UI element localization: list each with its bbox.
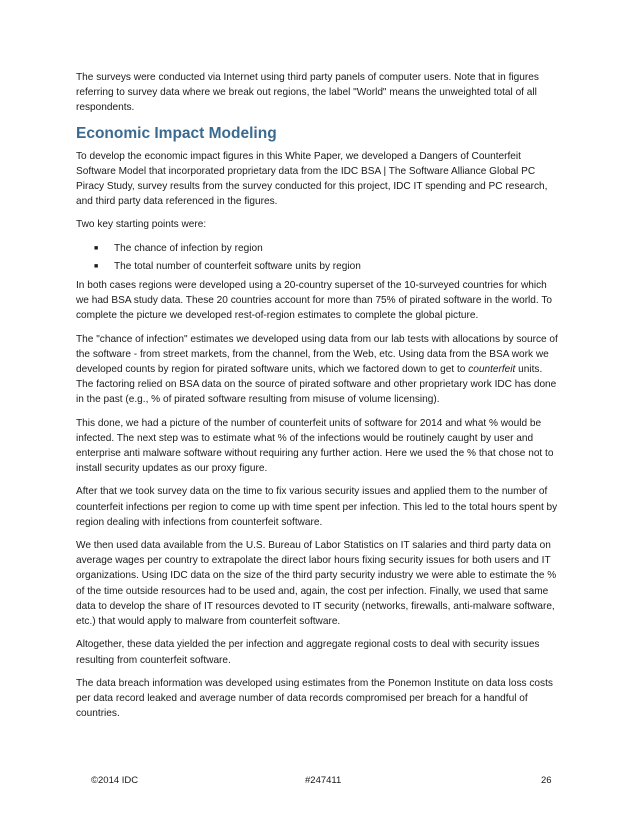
paragraph-text: units. The factoring relied on BSA data on the source of pirated software and other proprietary work IDC has done in the past (e.g., % of pirated software resulting from misuse of volume licensing). [76,364,557,406]
list-item-text: The chance of infection by region [114,242,263,254]
list-item-text: The total number of counterfeit software units by region [114,260,361,272]
paragraph-infected-units: This done, we had a picture of the number of counterfeit units of software for 2014 and what % would be infected. The next step was to estimate what % of the infections would be routinely caught by user and enterprise anti malware software without requiring any further action. Here we used the % that chose not to install security updates as our proxy figure. [76,417,554,475]
paragraph-labor-costs: We then used data available from the U.S. Bureau of Labor Statistics on IT salaries and third party data on average wages per country to extrapolate the direct labor hours fixing security issues for both users and IT organizations. Using IDC data on the size of the third party security industry we were able to estimate the % of the time outside resources had to be used and, again, the cost per infection. Finally, we used that same data to develop the share of IT resources devoted to IT security (networks, firewalls, anti-malware software, etc.) that would apply to malware from counterfeit software. [76,540,557,628]
paragraph-aggregate-costs: Altogether, these data yielded the per infection and aggregate regional costs to deal with security issues resulting from counterfeit software. [76,639,540,666]
footer-page-number: 26 [541,775,552,786]
footer-doc-number: #247411 [305,775,342,786]
section-heading: Economic Impact Modeling [76,124,277,142]
paragraph-time-to-fix: After that we took survey data on the time to fix various security issues and applied them to the number of counterfeit infections per region to come up with time spent per infection. This led to the total hours spent by region dealing with infections from counterfeit software. [76,486,558,528]
list-item [76,241,558,256]
paragraph-data-breach: The data breach information was developed using estimates from the Ponemon Institute on data loss costs per data record leaked and average number of data records compromised per breach for a handful of countries. [76,677,553,720]
page-footer [0,775,638,791]
footer-copyright: ©2014 IDC [91,775,139,786]
paragraph-model-description: To develop the economic impact figures in this White Paper, we developed a Dangers of Counterfeit Software Model that incorporated proprietary data from the IDC BSA | The Software Alliance Global PC Piracy Study, survey results from the survey conducted for this project, IDC IT spending and PC research, and third party data referenced in the figures. [76,150,548,208]
paragraph-regions: In both cases regions were developed using a 20-country superset of the 10-surveyed countries for which we had BSA study data. These 20 countries account for more than 75% of pirated software in the world. To complete the picture we developed rest-of-region estimates to complete the global picture. [76,280,552,322]
document-body [76,70,558,729]
starting-points-list [76,241,558,274]
emphasis-counterfeit: counterfeit [468,364,516,376]
paragraph-starting-points: Two key starting points were: [76,219,207,231]
list-item [76,259,558,274]
intro-paragraph: The surveys were conducted via Internet using third party panels of computer users. Note that in figures referring to survey data where we break out regions, the label "World" means the unweighted total of all respondents. [76,72,539,114]
square-bullet-icon: ■ [94,244,99,252]
paragraph-chance-of-infection [76,332,558,408]
paragraph-text: The "chance of infection" estimates we developed using data from our lab tests with allocations by source of the software - from street markets, from the channel, from the Web, etc. Using data from the BSA work we developed counts by region for pirated software units, which we factored down to get to [76,333,558,376]
square-bullet-icon: ■ [94,262,99,270]
